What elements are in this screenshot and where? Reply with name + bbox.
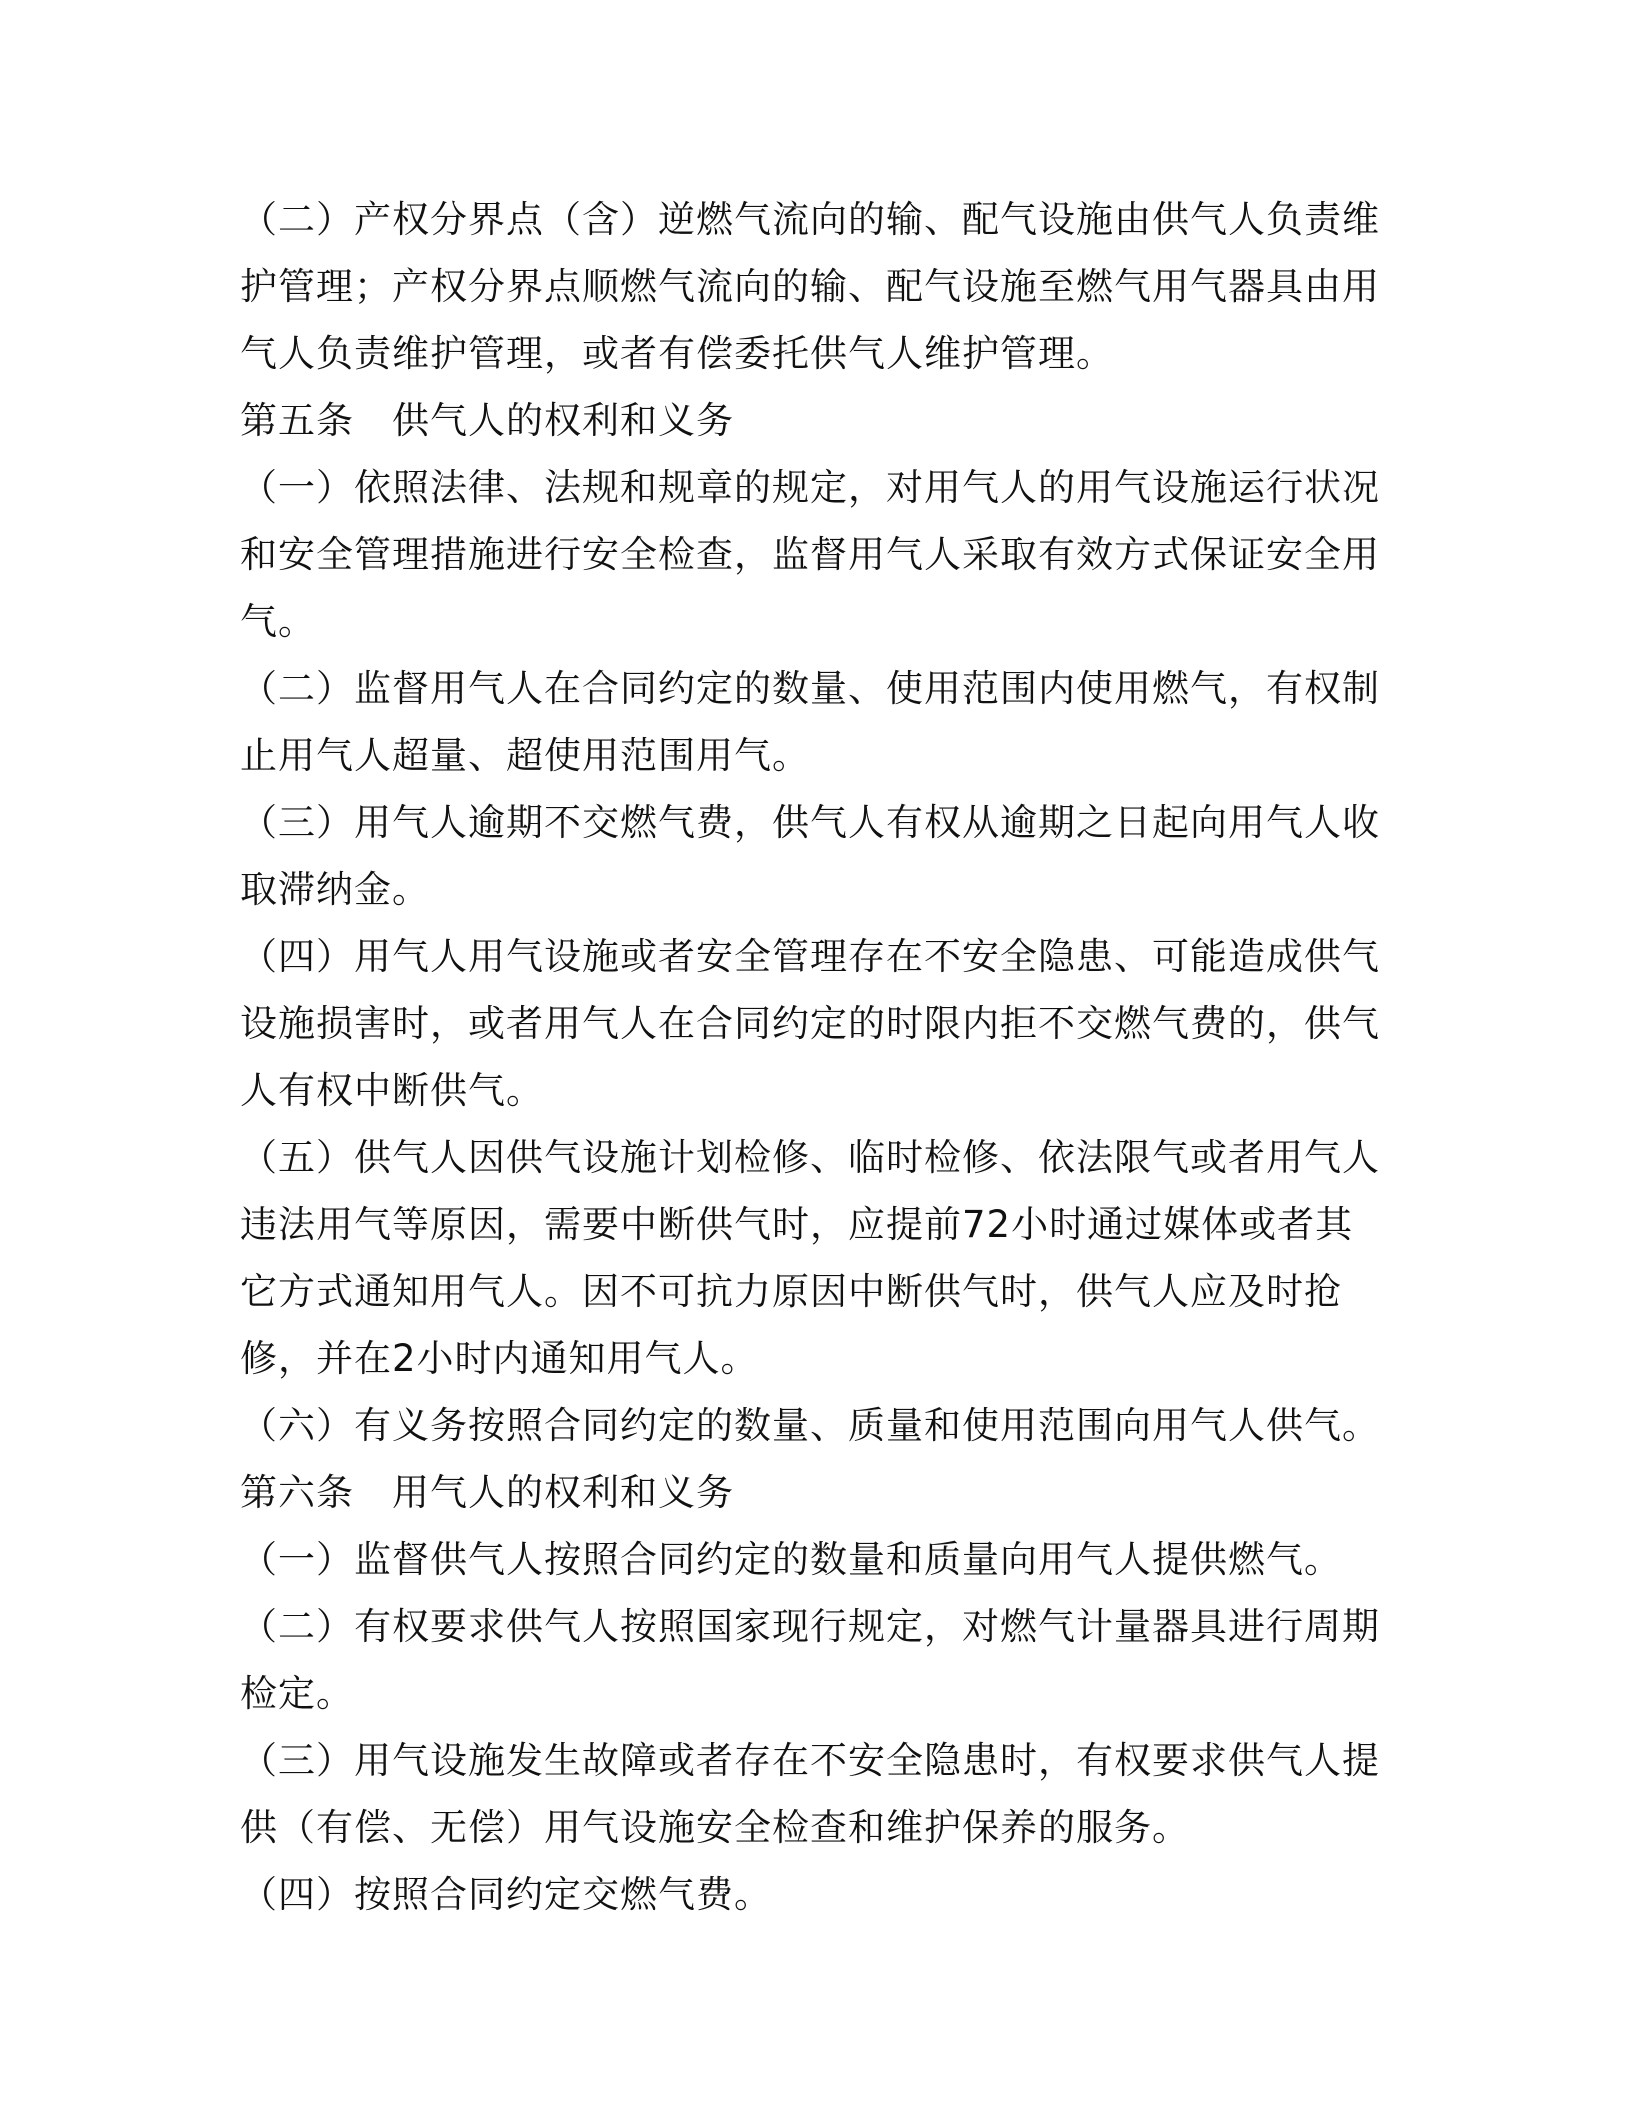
paragraph-6-2: （二）有权要求供气人按照国家现行规定，对燃气计量器具进行周期检定。: [240, 1605, 1380, 1715]
paragraph-6-3: （三）用气设施发生故障或者存在不安全隐患时，有权要求供气人提供（有偿、无偿）用气设施安全检查和维护保养的服务。: [240, 1739, 1380, 1849]
paragraph-6-1: （一）监督供气人按照合同约定的数量和质量向用气人提供燃气。: [240, 1538, 1342, 1581]
paragraph-5-4: （四）用气人用气设施或者安全管理存在不安全隐患、可能造成供气设施损害时，或者用气人在合同约定的时限内拒不交燃气费的，供气人有权中断供气。: [240, 935, 1380, 1112]
paragraph-5-6: （六）有义务按照合同约定的数量、质量和使用范围向用气人供气。: [240, 1404, 1380, 1447]
paragraph-property-boundary: （二）产权分界点（含）逆燃气流向的输、配气设施由供气人负责维护管理；产权分界点顺燃气流向的输、配气设施至燃气用气器具由用气人负责维护管理，或者有偿委托供气人维护管理。: [240, 198, 1380, 375]
article-six-heading: 第六条 用气人的权利和义务: [240, 1471, 734, 1514]
paragraph-5-5: （五）供气人因供气设施计划检修、临时检修、依法限气或者用气人违法用气等原因，需要中断供气时，应提前72小时通过媒体或者其它方式通知用气人。因不可抗力原因中断供气时，供气人应及时抢修，并在2小时内通知用气人。: [240, 1136, 1380, 1380]
article-five-heading: 第五条 供气人的权利和义务: [240, 399, 734, 442]
paragraph-5-3: （三）用气人逾期不交燃气费，供气人有权从逾期之日起向用气人收取滞纳金。: [240, 801, 1380, 911]
paragraph-5-2: （二）监督用气人在合同约定的数量、使用范围内使用燃气，有权制止用气人超量、超使用范围用气。: [240, 667, 1380, 777]
paragraph-5-1: （一）依照法律、法规和规章的规定，对用气人的用气设施运行状况和安全管理措施进行安全检查，监督用气人采取有效方式保证安全用气。: [240, 466, 1380, 643]
document-body: [240, 186, 1390, 1928]
paragraph-6-4: （四）按照合同约定交燃气费。: [240, 1873, 772, 1916]
